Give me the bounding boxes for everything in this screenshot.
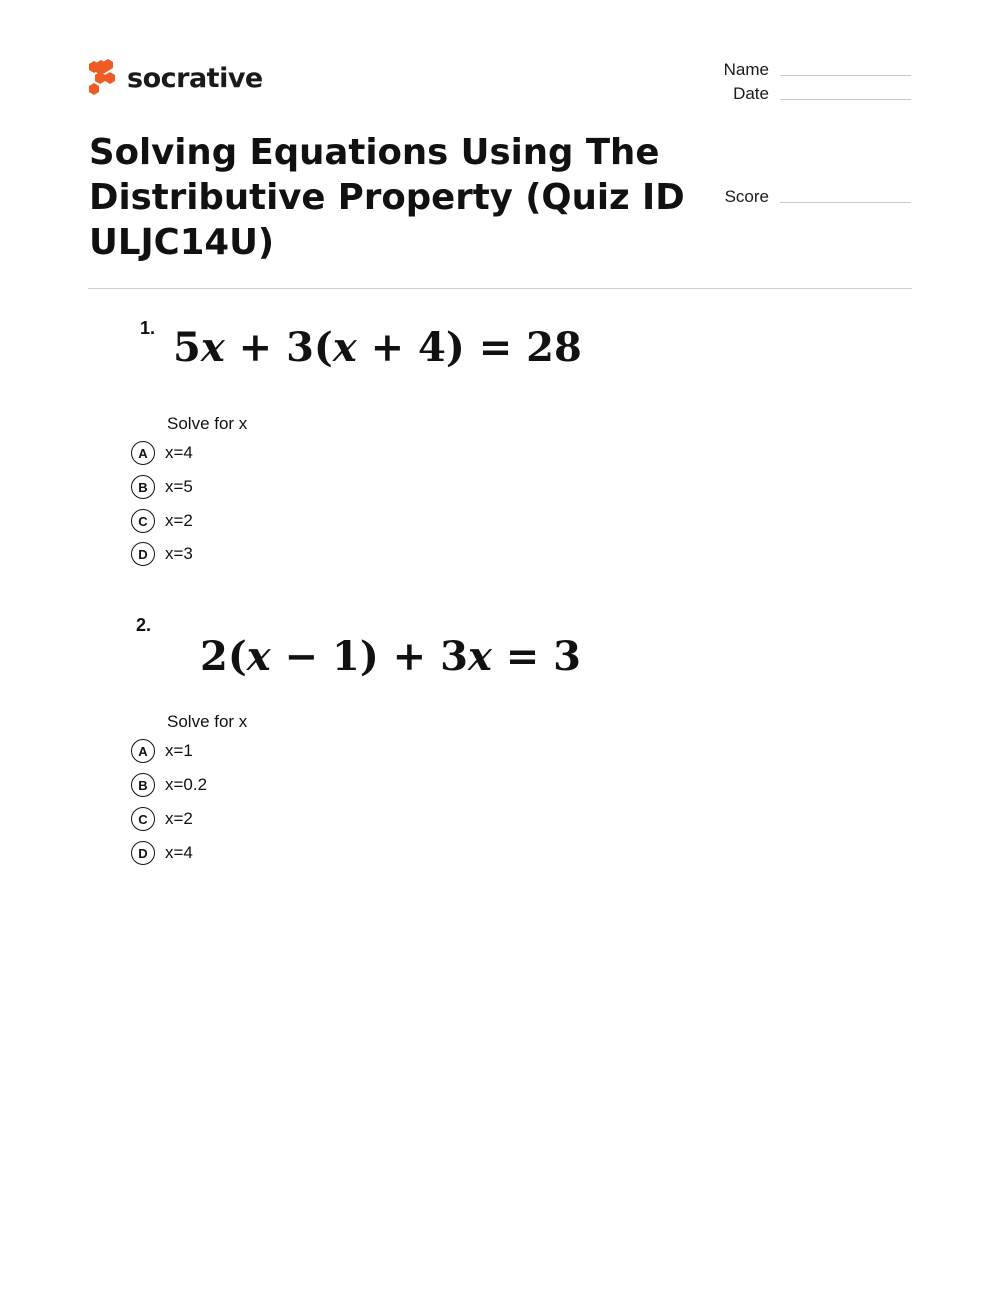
choice-bubble[interactable]: D	[131, 542, 155, 566]
choice-bubble[interactable]: A	[131, 441, 155, 465]
choice-text: x=4	[165, 443, 193, 462]
eq1-part: 5	[173, 324, 201, 371]
choice-text: x=3	[165, 544, 193, 563]
score-line[interactable]	[780, 202, 911, 203]
eq2-part: = 3	[491, 633, 582, 680]
question-1-number: 1.	[140, 318, 156, 338]
question-1-choice-d[interactable]	[131, 541, 193, 567]
question-1-choice-b[interactable]	[131, 474, 193, 500]
choice-bubble[interactable]: A	[131, 739, 155, 763]
hexagon-cluster-icon	[88, 59, 120, 97]
name-field[interactable]	[699, 60, 911, 80]
score-label: Score	[724, 187, 769, 206]
eq1-var: x	[332, 324, 357, 371]
name-line[interactable]	[780, 75, 911, 76]
choice-text: x=1	[165, 741, 193, 760]
date-field[interactable]	[699, 84, 911, 104]
name-label: Name	[723, 60, 769, 79]
eq1-part: + 3(	[224, 324, 333, 371]
header-divider	[88, 288, 912, 289]
question-1-equation	[173, 324, 582, 371]
eq1-part: + 4) = 28	[356, 324, 582, 371]
question-1-prompt: Solve for x	[167, 414, 248, 433]
choice-text: x=5	[165, 477, 193, 496]
socrative-logo	[88, 58, 263, 98]
eq2-part: − 1) + 3	[270, 633, 468, 680]
brand-name: socrative	[127, 62, 263, 94]
choice-text: x=2	[165, 809, 193, 828]
question-2-prompt: Solve for x	[167, 712, 248, 731]
page-title: Solving Equations Using The Distributive Property (Quiz ID ULJC14U)	[89, 132, 685, 263]
question-1-choice-c[interactable]	[131, 508, 193, 534]
eq2-var: x	[246, 633, 271, 680]
question-2-equation	[200, 633, 582, 680]
eq2-var: x	[467, 633, 492, 680]
choice-bubble[interactable]: C	[131, 509, 155, 533]
date-label: Date	[733, 84, 769, 103]
question-2-choice-d[interactable]	[131, 840, 193, 866]
question-2-number: 2.	[136, 615, 152, 635]
question-2-choice-b[interactable]	[131, 772, 207, 798]
score-field[interactable]	[699, 187, 911, 207]
choice-text: x=4	[165, 843, 193, 862]
eq2-part: 2(	[200, 633, 247, 680]
choice-text: x=0.2	[165, 775, 208, 794]
choice-bubble[interactable]: D	[131, 841, 155, 865]
choice-bubble[interactable]: C	[131, 807, 155, 831]
eq1-var: x	[200, 324, 225, 371]
question-2-choice-a[interactable]	[131, 738, 193, 764]
question-1-choice-a[interactable]	[131, 440, 193, 466]
choice-bubble[interactable]: B	[131, 773, 155, 797]
date-line[interactable]	[780, 99, 911, 100]
choice-bubble[interactable]: B	[131, 475, 155, 499]
question-2-choice-c[interactable]	[131, 806, 193, 832]
choice-text: x=2	[165, 511, 193, 530]
